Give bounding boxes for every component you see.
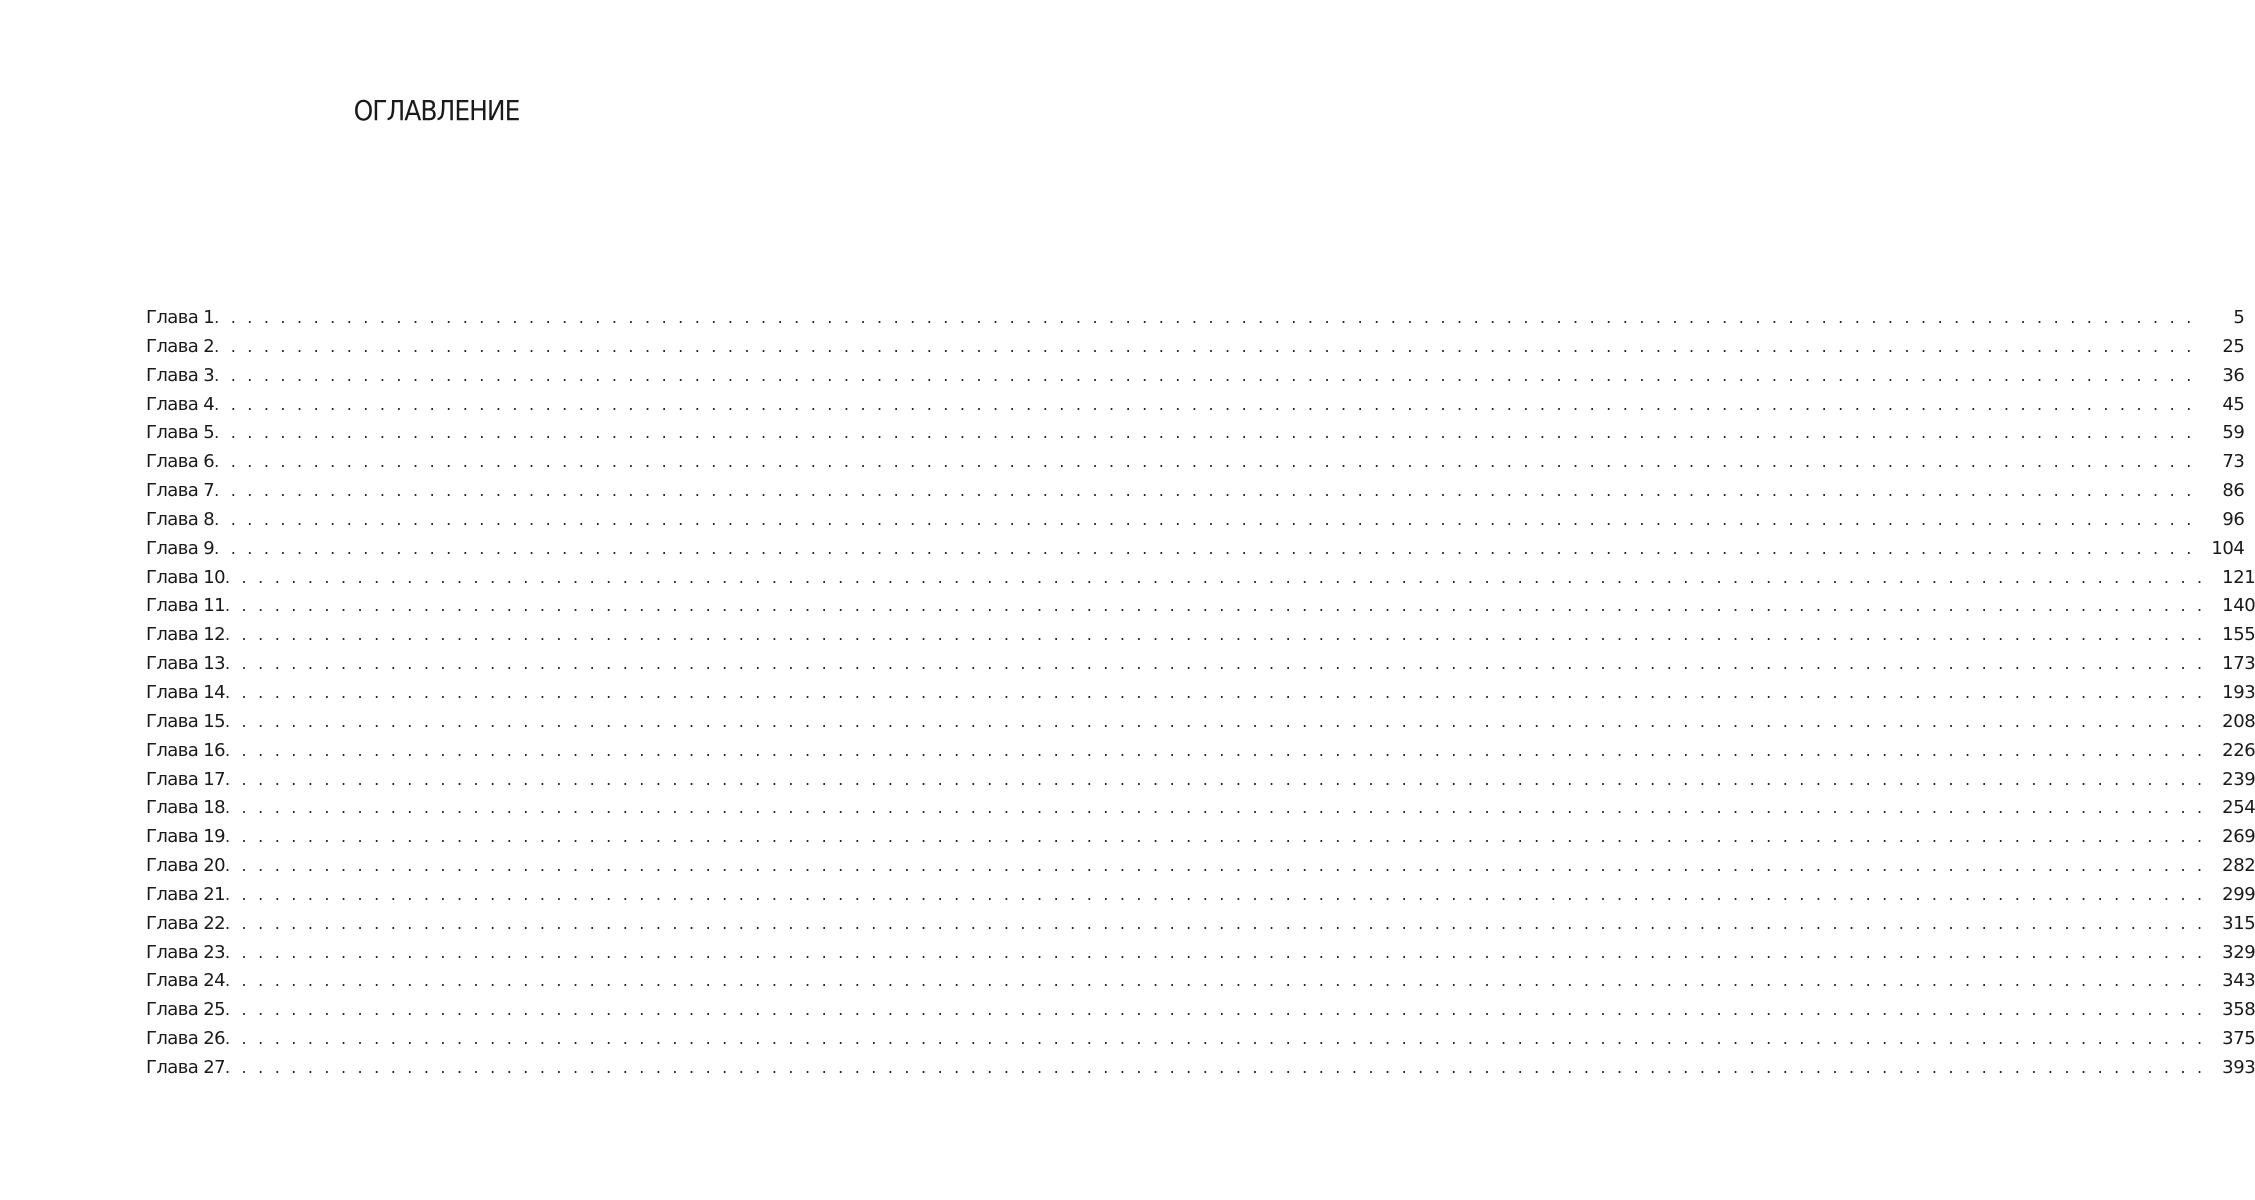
toc-entry [146,766,2255,795]
toc-entry [146,910,2255,939]
toc-dot-leader: . . . . . . . . . . . . . . . . . . . . . . . . . . . . . . . . . . . . . . . . . . . . . . . . . . . . . . . . . . . . . . . . . . . . . . . . . . . . . . . . . . . . . . . . . . . . . . . . . . . . . . . . . . . . . . . . . . . . . . . . [214,509,2195,529]
toc-entry-label: Глава 19 [146,826,225,848]
toc-entry-label: Глава 6 [146,451,215,473]
toc-dot-leader: . . . . . . . . . . . . . . . . . . . . . . . . . . . . . . . . . . . . . . . . . . . . . . . . . . . . . . . . . . . . . . . . . . . . . . . . . . . . . . . . . . . . . . . . . . . . . . . . . . . . . . . . . . . . . . . . . . . . . . . . [224,740,2206,760]
toc-entry-page: 269 [2222,826,2255,848]
toc-entry [146,967,2255,996]
toc-entry-page: 393 [2222,1056,2255,1078]
toc-entry-label: Глава 25 [146,999,225,1021]
toc-entry [146,362,2245,391]
toc-entry [146,823,2255,852]
toc-entry-label: Глава 15 [146,710,225,732]
toc-dot-leader: . . . . . . . . . . . . . . . . . . . . . . . . . . . . . . . . . . . . . . . . . . . . . . . . . . . . . . . . . . . . . . . . . . . . . . . . . . . . . . . . . . . . . . . . . . . . . . . . . . . . . . . . . . . . . . . . . . . . . . . . [224,769,2206,789]
toc-entry-label: Глава 9 [146,537,215,559]
toc-dot-leader: . . . . . . . . . . . . . . . . . . . . . . . . . . . . . . . . . . . . . . . . . . . . . . . . . . . . . . . . . . . . . . . . . . . . . . . . . . . . . . . . . . . . . . . . . . . . . . . . . . . . . . . . . . . . . . . . . . . . . . . . [214,394,2195,414]
toc-entry-label: Глава 4 [146,393,215,415]
toc-entry-page: 73 [2222,451,2245,473]
toc-entry [146,506,2245,535]
toc-entry-page: 140 [2222,595,2255,617]
toc-dot-leader: . . . . . . . . . . . . . . . . . . . . . . . . . . . . . . . . . . . . . . . . . . . . . . . . . . . . . . . . . . . . . . . . . . . . . . . . . . . . . . . . . . . . . . . . . . . . . . . . . . . . . . . . . . . . . . . . . . . . . . . . [224,827,2206,847]
toc-entry [146,304,2245,333]
toc-entry-label: Глава 1 [146,307,215,328]
toc-dot-leader: . . . . . . . . . . . . . . . . . . . . . . . . . . . . . . . . . . . . . . . . . . . . . . . . . . . . . . . . . . . . . . . . . . . . . . . . . . . . . . . . . . . . . . . . . . . . . . . . . . . . . . . . . . . . . . . . . . . . . . . . [224,942,2206,962]
toc-dot-leader: . . . . . . . . . . . . . . . . . . . . . . . . . . . . . . . . . . . . . . . . . . . . . . . . . . . . . . . . . . . . . . . . . . . . . . . . . . . . . . . . . . . . . . . . . . . . . . . . . . . . . . . . . . . . . . . . . . . . . . . . [214,308,2195,327]
toc-dot-leader: . . . . . . . . . . . . . . . . . . . . . . . . . . . . . . . . . . . . . . . . . . . . . . . . . . . . . . . . . . . . . . . . . . . . . . . . . . . . . . . . . . . . . . . . . . . . . . . . . . . . . . . . . . . . . . . . . . . . . . . . [224,625,2206,645]
toc-entry-label: Глава 5 [146,422,215,444]
toc-entry [146,477,2245,506]
toc-dot-leader: . . . . . . . . . . . . . . . . . . . . . . . . . . . . . . . . . . . . . . . . . . . . . . . . . . . . . . . . . . . . . . . . . . . . . . . . . . . . . . . . . . . . . . . . . . . . . . . . . . . . . . . . . . . . . . . . . . . . . . . . [224,1029,2206,1049]
toc-entry [146,391,2245,420]
toc-entry-page: 226 [2222,739,2255,761]
toc-entry [146,737,2255,766]
toc-entry [146,996,2255,1025]
toc-entry [146,448,2245,477]
toc-entry-label: Глава 20 [146,855,225,877]
toc-entry [146,852,2255,881]
toc-entry [146,650,2255,679]
toc-entry-label: Глава 14 [146,681,225,703]
toc-dot-leader: . . . . . . . . . . . . . . . . . . . . . . . . . . . . . . . . . . . . . . . . . . . . . . . . . . . . . . . . . . . . . . . . . . . . . . . . . . . . . . . . . . . . . . . . . . . . . . . . . . . . . . . . . . . . . . . . . . . . . . . . [224,711,2206,731]
toc-entry-page: 193 [2222,681,2255,703]
toc-entry [146,621,2255,650]
toc-dot-leader: . . . . . . . . . . . . . . . . . . . . . . . . . . . . . . . . . . . . . . . . . . . . . . . . . . . . . . . . . . . . . . . . . . . . . . . . . . . . . . . . . . . . . . . . . . . . . . . . . . . . . . . . . . . . . . . . . . . . . . . . [214,365,2195,385]
toc-entry-label: Глава 18 [146,797,225,819]
toc-entry-page: 36 [2222,364,2245,386]
toc-entry-label: Глава 27 [146,1056,225,1078]
toc-dot-leader: . . . . . . . . . . . . . . . . . . . . . . . . . . . . . . . . . . . . . . . . . . . . . . . . . . . . . . . . . . . . . . . . . . . . . . . . . . . . . . . . . . . . . . . . . . . . . . . . . . . . . . . . . . . . . . . . . . . . . . . . [224,913,2206,933]
toc-entry-page: 155 [2222,624,2255,646]
toc-dot-leader: . . . . . . . . . . . . . . . . . . . . . . . . . . . . . . . . . . . . . . . . . . . . . . . . . . . . . . . . . . . . . . . . . . . . . . . . . . . . . . . . . . . . . . . . . . . . . . . . . . . . . . . . . . . . . . . . . . . . . . . . [214,423,2195,443]
toc-entry-label: Глава 8 [146,508,215,530]
toc-dot-leader: . . . . . . . . . . . . . . . . . . . . . . . . . . . . . . . . . . . . . . . . . . . . . . . . . . . . . . . . . . . . . . . . . . . . . . . . . . . . . . . . . . . . . . . . . . . . . . . . . . . . . . . . . . . . . . . . . . . . . . . . [224,654,2206,674]
toc-entry-label: Глава 3 [146,364,215,386]
toc-entry [146,708,2255,737]
toc-entry-label: Глава 24 [146,970,225,992]
toc-dot-leader: . . . . . . . . . . . . . . . . . . . . . . . . . . . . . . . . . . . . . . . . . . . . . . . . . . . . . . . . . . . . . . . . . . . . . . . . . . . . . . . . . . . . . . . . . . . . . . . . . . . . . . . . . . . . . . . . . . . . . . . . [224,1057,2206,1077]
page-title: ОГЛАВЛЕНИЕ [353,94,520,127]
toc-entry-label: Глава 7 [146,480,215,502]
toc-entry-page: 329 [2222,941,2255,963]
toc-entry [146,564,2255,593]
toc-entry-page: 315 [2222,912,2255,934]
toc-entry-label: Глава 17 [146,768,225,790]
toc-entry [146,794,2255,823]
toc-dot-leader: . . . . . . . . . . . . . . . . . . . . . . . . . . . . . . . . . . . . . . . . . . . . . . . . . . . . . . . . . . . . . . . . . . . . . . . . . . . . . . . . . . . . . . . . . . . . . . . . . . . . . . . . . . . . . . . . . . . . . . . . [214,538,2195,558]
toc-entry-label: Глава 11 [146,595,225,617]
toc-dot-leader: . . . . . . . . . . . . . . . . . . . . . . . . . . . . . . . . . . . . . . . . . . . . . . . . . . . . . . . . . . . . . . . . . . . . . . . . . . . . . . . . . . . . . . . . . . . . . . . . . . . . . . . . . . . . . . . . . . . . . . . . [224,596,2206,616]
toc-entry [146,1054,2255,1083]
toc-entry-page: 5 [2233,307,2245,328]
toc-entry [146,939,2255,968]
toc-entry-page: 121 [2222,566,2255,588]
toc-entry-label: Глава 2 [146,335,215,357]
toc-entry-page: 343 [2222,970,2255,992]
toc-entry-page: 358 [2222,999,2255,1021]
toc-entry-page: 86 [2222,480,2245,502]
toc-dot-leader: . . . . . . . . . . . . . . . . . . . . . . . . . . . . . . . . . . . . . . . . . . . . . . . . . . . . . . . . . . . . . . . . . . . . . . . . . . . . . . . . . . . . . . . . . . . . . . . . . . . . . . . . . . . . . . . . . . . . . . . . [224,1000,2206,1020]
toc-dot-leader: . . . . . . . . . . . . . . . . . . . . . . . . . . . . . . . . . . . . . . . . . . . . . . . . . . . . . . . . . . . . . . . . . . . . . . . . . . . . . . . . . . . . . . . . . . . . . . . . . . . . . . . . . . . . . . . . . . . . . . . . [224,567,2206,587]
toc-dot-leader: . . . . . . . . . . . . . . . . . . . . . . . . . . . . . . . . . . . . . . . . . . . . . . . . . . . . . . . . . . . . . . . . . . . . . . . . . . . . . . . . . . . . . . . . . . . . . . . . . . . . . . . . . . . . . . . . . . . . . . . . [224,971,2206,991]
toc-entry [146,679,2255,708]
toc-entry-page: 239 [2222,768,2255,790]
toc-entry-page: 104 [2211,537,2245,559]
toc-dot-leader: . . . . . . . . . . . . . . . . . . . . . . . . . . . . . . . . . . . . . . . . . . . . . . . . . . . . . . . . . . . . . . . . . . . . . . . . . . . . . . . . . . . . . . . . . . . . . . . . . . . . . . . . . . . . . . . . . . . . . . . . [224,798,2206,818]
toc-entry-page: 299 [2222,883,2255,905]
toc-entry [146,1025,2255,1054]
toc-entry-label: Глава 12 [146,624,225,646]
toc-dot-leader: . . . . . . . . . . . . . . . . . . . . . . . . . . . . . . . . . . . . . . . . . . . . . . . . . . . . . . . . . . . . . . . . . . . . . . . . . . . . . . . . . . . . . . . . . . . . . . . . . . . . . . . . . . . . . . . . . . . . . . . . [214,336,2195,356]
toc-entry [146,592,2255,621]
toc-dot-leader: . . . . . . . . . . . . . . . . . . . . . . . . . . . . . . . . . . . . . . . . . . . . . . . . . . . . . . . . . . . . . . . . . . . . . . . . . . . . . . . . . . . . . . . . . . . . . . . . . . . . . . . . . . . . . . . . . . . . . . . . [214,481,2195,501]
toc-entry-page: 45 [2222,393,2245,415]
toc-entry-page: 375 [2222,1028,2255,1050]
toc-entry-page: 59 [2222,422,2245,444]
toc-entry [146,333,2245,362]
toc-entry [146,535,2245,564]
toc-entry-page: 282 [2222,855,2255,877]
toc-entry-page: 25 [2222,335,2245,357]
toc-dot-leader: . . . . . . . . . . . . . . . . . . . . . . . . . . . . . . . . . . . . . . . . . . . . . . . . . . . . . . . . . . . . . . . . . . . . . . . . . . . . . . . . . . . . . . . . . . . . . . . . . . . . . . . . . . . . . . . . . . . . . . . . [214,452,2195,472]
toc-dot-leader: . . . . . . . . . . . . . . . . . . . . . . . . . . . . . . . . . . . . . . . . . . . . . . . . . . . . . . . . . . . . . . . . . . . . . . . . . . . . . . . . . . . . . . . . . . . . . . . . . . . . . . . . . . . . . . . . . . . . . . . . [224,884,2206,904]
toc-entry-label: Глава 13 [146,653,225,675]
toc-entry-label: Глава 22 [146,912,225,934]
toc-entry-page: 254 [2222,797,2255,819]
toc-entry [146,881,2255,910]
table-of-contents [146,304,2255,1083]
toc-dot-leader: . . . . . . . . . . . . . . . . . . . . . . . . . . . . . . . . . . . . . . . . . . . . . . . . . . . . . . . . . . . . . . . . . . . . . . . . . . . . . . . . . . . . . . . . . . . . . . . . . . . . . . . . . . . . . . . . . . . . . . . . [224,682,2206,702]
toc-dot-leader: . . . . . . . . . . . . . . . . . . . . . . . . . . . . . . . . . . . . . . . . . . . . . . . . . . . . . . . . . . . . . . . . . . . . . . . . . . . . . . . . . . . . . . . . . . . . . . . . . . . . . . . . . . . . . . . . . . . . . . . . [224,856,2206,876]
toc-entry-page: 173 [2222,653,2255,675]
toc-entry-label: Глава 16 [146,739,225,761]
toc-entry-label: Глава 21 [146,883,225,905]
toc-entry-label: Глава 23 [146,941,225,963]
toc-entry-page: 96 [2222,508,2245,530]
toc-entry-page: 208 [2222,710,2255,732]
toc-entry-label: Глава 26 [146,1028,225,1050]
toc-entry [146,419,2245,448]
toc-entry-label: Глава 10 [146,566,225,588]
